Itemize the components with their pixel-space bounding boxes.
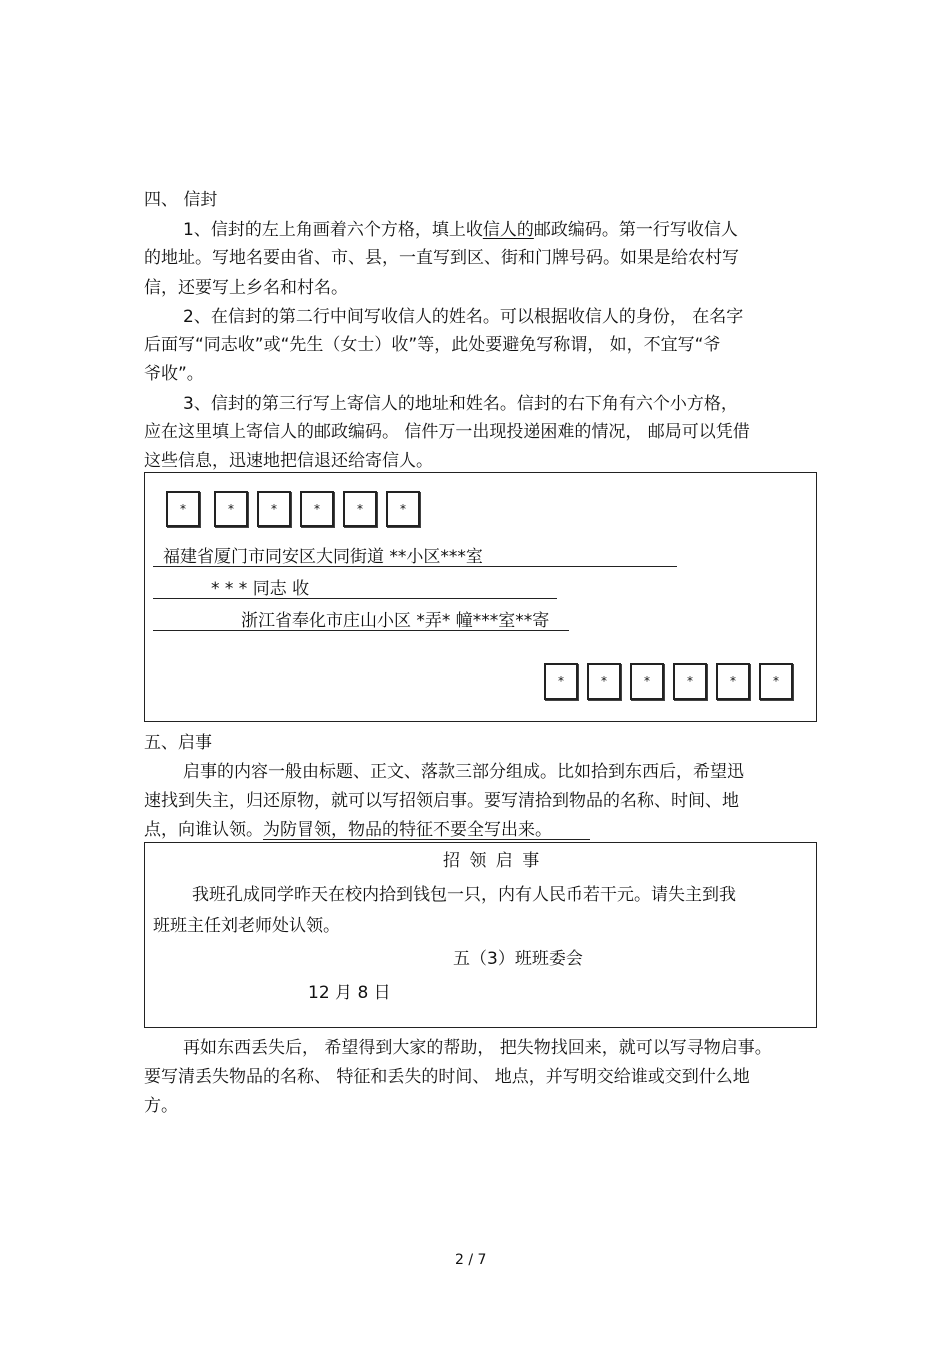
notice-intro-underlined: 为防冒领，物品的特征不要全写出来。 <box>263 821 590 840</box>
paragraph-3-line-1: 3、信封的第三行写上寄信人的地址和姓名。信封的右下角有六个小方格， <box>183 394 738 414</box>
sender-underline <box>153 630 569 631</box>
recipient-code-box: * <box>166 491 200 527</box>
notice-body-line-2: 班班主任刘老师处认领。 <box>153 916 340 936</box>
notice-date: 12 月 8 日 <box>308 983 391 1003</box>
notice-body-line-1: 我班孔成同学昨天在校内拾到钱包一只，内有人民币若干元。请失主到我 <box>192 885 736 905</box>
notice-intro-line-1: 启事的内容一般由标题、正文、落款三部分组成。比如拾到东西后，希望迅 <box>183 762 744 782</box>
notice-intro-text: 点，向谁认领。 <box>144 820 263 840</box>
sender-code-box: * <box>630 663 664 700</box>
sender-code-box: * <box>716 663 750 700</box>
notice-signer: 五（3）班班委会 <box>453 949 583 969</box>
paragraph-1-line-2: 的地址。写地名要由省、市、县，一直写到区、街和门牌号码。如果是给农村写 <box>144 248 739 268</box>
page-number: 2 / 7 <box>455 1252 487 1268</box>
paragraph-1-line-3: 信，还要写上乡名和村名。 <box>144 278 348 298</box>
paragraph-1-line-1 <box>183 220 738 240</box>
paragraph-2-line-2: 后面写“同志收”或“先生（女士）收”等，此处要避免写称谓， 如，不宜写“爷 <box>144 335 721 355</box>
paragraph-1-text-b: 邮政编码。第一行写收信人 <box>533 220 738 240</box>
sender-code-box: * <box>587 663 621 700</box>
notice-title: 招 领 启 事 <box>443 851 542 871</box>
paragraph-3-line-3: 这些信息，迅速地把信退还给寄信人。 <box>144 451 433 471</box>
recipient-code-box: * <box>343 491 377 527</box>
section-heading-envelope: 四、 信封 <box>144 190 218 210</box>
paragraph-3-line-2: 应在这里填上寄信人的邮政编码。 信件万一出现投递困难的情况， 邮局可以凭借 <box>144 422 750 442</box>
recipient-name: * * * 同志 收 <box>211 579 310 599</box>
closing-line-2: 要写清丢失物品的名称、 特征和丢失的时间、 地点，并写明交给谁或交到什么地 <box>144 1067 750 1087</box>
sender-code-box: * <box>673 663 707 700</box>
recipient-address-line <box>153 566 677 567</box>
recipient-code-box: * <box>300 491 334 527</box>
paragraph-2-line-3: 爷收”。 <box>144 364 204 384</box>
envelope-sample <box>144 472 817 722</box>
paragraph-1-underlined: 信人的 <box>482 220 534 240</box>
lost-found-notice <box>144 842 817 1028</box>
recipient-address: 福建省厦门市同安区大同街道 **小区***室 <box>163 547 483 567</box>
paragraph-1-text-a: 1、信封的左上角画着六个方格，填上收 <box>183 220 483 240</box>
closing-line-1: 再如东西丢失后， 希望得到大家的帮助， 把失物找回来，就可以写寻物启事。 <box>183 1038 772 1058</box>
paragraph-2-line-1: 2、在信封的第二行中间写收信人的姓名。可以根据收信人的身份， 在名字 <box>183 307 744 327</box>
sender-code-box: * <box>544 663 578 700</box>
section-heading-notice: 五、启事 <box>144 733 212 753</box>
recipient-code-box: * <box>257 491 291 527</box>
notice-intro-line-2: 速找到失主，归还原物，就可以写招领启事。要写清拾到物品的名称、时间、地 <box>144 791 739 811</box>
closing-line-3: 方。 <box>144 1096 178 1116</box>
recipient-code-box: * <box>386 491 420 527</box>
notice-intro-line-3 <box>144 820 590 840</box>
recipient-code-box: * <box>214 491 248 527</box>
recipient-name-line <box>153 598 557 599</box>
sender-line: 浙江省奉化市庄山小区 *弄* 幢***室**寄 <box>241 611 550 631</box>
sender-code-box: * <box>759 663 793 700</box>
